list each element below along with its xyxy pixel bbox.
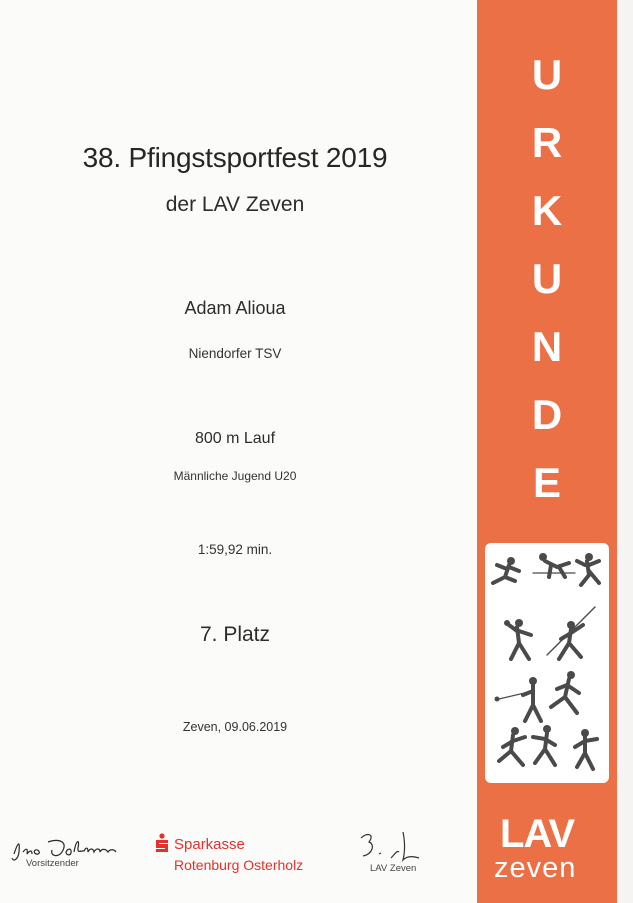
lav-logo-sub: zeven xyxy=(494,852,577,884)
title-letter-5: N xyxy=(531,323,563,370)
club-signature xyxy=(353,826,433,866)
title-letter-2: R xyxy=(531,119,563,166)
chairman-caption: Vorsitzender xyxy=(26,858,79,869)
high-jump-icon xyxy=(533,553,575,577)
title-letter-1: U xyxy=(531,51,563,98)
running-icon xyxy=(551,671,579,713)
page-edge xyxy=(617,0,633,903)
relay-icon xyxy=(499,725,555,765)
placing: 7. Platz xyxy=(199,623,271,646)
age-class: Männliche Jugend U20 xyxy=(173,469,297,483)
title-letter-6: D xyxy=(531,391,563,438)
athletics-pictogram-panel xyxy=(485,543,609,783)
long-jump-icon xyxy=(493,557,519,583)
hurdles-icon xyxy=(577,553,599,585)
shot-put-icon xyxy=(504,619,531,659)
place-and-date: Zeven, 09.06.2019 xyxy=(182,720,288,734)
event-title: 38. Pfingstsportfest 2019 xyxy=(82,142,388,173)
sponsor-subline: Rotenburg Osterholz xyxy=(174,857,304,873)
sparkasse-logo-icon xyxy=(154,833,170,853)
hammer-throw-icon xyxy=(495,677,542,721)
discus-icon xyxy=(575,729,597,769)
athlete-club: Niendorfer TSV xyxy=(188,346,282,361)
organizer-line: der LAV Zeven xyxy=(165,193,305,216)
athlete-name: Adam Alioua xyxy=(184,298,286,318)
title-letter-3: K xyxy=(531,187,563,234)
discipline: 800 m Lauf xyxy=(194,430,276,447)
javelin-icon xyxy=(547,607,595,659)
sponsor-name: Sparkasse xyxy=(174,836,245,853)
club-caption: LAV Zeven xyxy=(370,863,417,874)
title-letter-7: E xyxy=(532,459,561,506)
result-time: 1:59,92 min. xyxy=(197,542,273,557)
lav-logo-main: LAV xyxy=(500,812,575,856)
title-letter-4: U xyxy=(531,255,563,302)
athletics-pictograms xyxy=(485,543,609,783)
